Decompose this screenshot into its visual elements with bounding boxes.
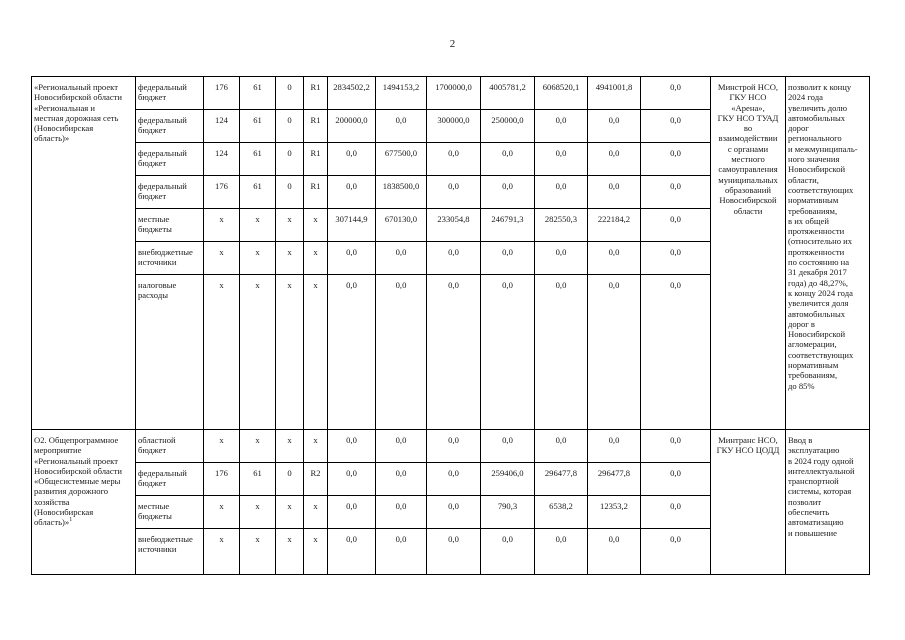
amount-cell: 0,0 [641,176,711,209]
amount-cell: 0,0 [427,242,481,275]
code-cell: 176 [204,77,240,110]
amount-cell: 0,0 [427,529,481,575]
funding-source-line: областной [138,435,176,445]
code-cell: 0 [276,110,304,143]
code-cell: 0 [276,143,304,176]
expected-result-line: и межмуниципаль- [788,143,858,154]
expected-result-line: (относительно их [788,236,853,247]
amount-cell: 0,0 [588,143,641,176]
amount-cell: 233054,8 [427,209,481,242]
expected-result-line: соответствующих [788,184,854,195]
amount-cell: 0,0 [588,430,641,463]
executor-line: Минстрой НСО, [717,82,779,92]
executor-line: ГКУ НСО ЦОДД [716,445,780,456]
code-cell: x [276,430,304,463]
program-name-line: область)» [34,133,70,144]
program-name-line-wrap [34,517,133,527]
funding-source-line: федеральный [138,82,187,92]
expected-result-line: по состоянию на [788,257,850,268]
program-name-cell [32,430,136,575]
executor-line: области [733,205,763,216]
amount-cell: 0,0 [427,463,481,496]
amount-cell: 0,0 [535,529,588,575]
executor-line: ГКУ НСО [729,92,767,103]
expected-result-line: дорог [788,123,809,134]
program-name-line: (Новосибирская [34,123,94,134]
amount-cell: 0,0 [535,430,588,463]
amount-cell: 307144,9 [328,209,376,242]
amount-cell: 0,0 [328,176,376,209]
expected-result-line: 31 декабря 2017 [788,267,847,278]
expected-result-line: Ввод в [788,435,813,445]
amount-cell: 300000,0 [427,110,481,143]
table-row [32,77,870,110]
amount-cell: 0,0 [641,430,711,463]
expected-result-line: увеличится доля [788,298,849,309]
code-cell: 61 [240,110,276,143]
expected-result-line: Новосибирской [788,329,846,340]
amount-cell: 0,0 [588,529,641,575]
amount-cell: 0,0 [641,529,711,575]
amount-cell: 0,0 [376,496,427,529]
expected-result-line: агломерации, [788,339,837,350]
expected-result-line: интеллектуальной [788,465,855,476]
expected-result-line: в их общей [788,215,829,226]
amount-cell: 0,0 [588,110,641,143]
code-cell: x [204,430,240,463]
executor-line: с органами [727,143,769,154]
page-number: 2 [449,38,456,50]
executor-line: «Арена», [731,102,765,113]
expected-result-line: системы, которая [788,486,852,497]
amount-cell: 0,0 [588,242,641,275]
code-cell: x [240,275,276,430]
executor-line: ГКУ НСО ТУАД [717,112,779,123]
expected-result-line: до 85% [788,380,815,391]
amount-cell: 12353,2 [588,496,641,529]
code-cell: x [204,496,240,529]
amount-cell: 6068520,1 [535,77,588,110]
amount-cell: 0,0 [376,529,427,575]
executor-line: Минтранс НСО, [718,435,778,445]
code-cell: 0 [276,463,304,496]
code-cell: 61 [240,176,276,209]
amount-cell: 0,0 [328,275,376,430]
amount-cell: 0,0 [481,242,535,275]
program-name-line: «Региональная и [34,102,96,113]
amount-cell: 1700000,0 [427,77,481,110]
amount-cell: 6538,2 [535,496,588,529]
amount-cell: 0,0 [588,176,641,209]
code-cell: x [276,209,304,242]
amount-cell: 200000,0 [328,110,376,143]
funding-source-cell [136,463,204,496]
amount-cell: 0,0 [481,430,535,463]
program-name-line: мероприятие [34,445,82,456]
amount-cell: 246791,3 [481,209,535,242]
code-cell: 61 [240,143,276,176]
expected-result-line: 2024 года [788,92,823,103]
expected-result-line: требованиям, [788,370,838,381]
code-cell: x [276,529,304,575]
amount-cell: 0,0 [328,529,376,575]
expected-result-cell [786,77,870,430]
expected-result-line: года) до 48,27%, [788,277,849,288]
amount-cell: 0,0 [641,209,711,242]
expected-result-line: требованиям, [788,205,838,216]
code-cell: x [276,242,304,275]
amount-cell: 0,0 [535,242,588,275]
program-name-line: «Региональный проект [34,455,118,466]
amount-cell: 2834502,2 [328,77,376,110]
amount-cell: 0,0 [481,176,535,209]
code-cell: 61 [240,463,276,496]
program-name-line: «Общесистемные меры [34,476,121,487]
code-cell: R1 [304,77,328,110]
code-cell: R1 [304,143,328,176]
funding-source-cell [136,77,204,110]
funding-source-cell [136,209,204,242]
funding-source-line: местные [138,501,170,511]
funding-source-cell [136,110,204,143]
amount-cell: 0,0 [328,463,376,496]
expected-result-line: и повышение [788,527,837,538]
amount-cell: 0,0 [427,176,481,209]
amount-cell: 0,0 [376,463,427,496]
executor-line: взаимодействии [718,133,778,144]
expected-result-line: автомобильных [788,308,846,319]
amount-cell: 790,3 [481,496,535,529]
amount-cell: 0,0 [641,110,711,143]
expected-result-line: Новосибирской [788,164,846,175]
amount-cell: 0,0 [427,143,481,176]
amount-cell: 0,0 [376,275,427,430]
funding-source-line: федеральный [138,148,187,158]
code-cell: x [240,430,276,463]
expected-result-line: автомобильных [788,112,846,123]
funding-source-cell [136,275,204,430]
amount-cell: 0,0 [641,463,711,496]
code-cell: x [304,242,328,275]
program-name-line: Новосибирской области [34,92,123,103]
funding-source-line: бюджет [138,478,167,489]
amount-cell: 1838500,0 [376,176,427,209]
expected-result-line: увеличить долю [788,102,848,113]
funding-source-line: федеральный [138,468,187,478]
executors-cell [711,77,786,430]
amount-cell: 0,0 [535,110,588,143]
executor-line: образований [725,184,771,195]
code-cell: x [276,496,304,529]
amount-cell: 0,0 [481,529,535,575]
funding-source-line: бюджет [138,92,167,103]
funding-source-line: источники [138,257,177,268]
code-cell: x [240,209,276,242]
program-name-line: развития дорожного [34,486,109,497]
funding-source-cell [136,176,204,209]
code-cell: R2 [304,463,328,496]
funding-source-line: бюджеты [138,224,172,235]
code-cell: 61 [240,77,276,110]
code-cell: 124 [204,143,240,176]
amount-cell: 296477,8 [535,463,588,496]
amount-cell: 259406,0 [481,463,535,496]
code-cell: x [304,529,328,575]
amount-cell: 0,0 [641,496,711,529]
amount-cell: 0,0 [427,430,481,463]
code-cell: R1 [304,176,328,209]
expected-result-line: ного значения [788,154,840,165]
amount-cell: 0,0 [535,275,588,430]
amount-cell: 0,0 [427,496,481,529]
amount-cell: 250000,0 [481,110,535,143]
funding-source-line: бюджет [138,125,167,136]
footnote-mark: 1 [69,517,73,524]
amount-cell: 1494153,2 [376,77,427,110]
amount-cell: 677500,0 [376,143,427,176]
code-cell: 0 [276,77,304,110]
funding-source-cell [136,242,204,275]
funding-source-line: бюджет [138,158,167,169]
program-name-line: О2. Общепрограммное [34,435,119,445]
executors-cell [711,430,786,575]
expected-result-line: позволит к концу [788,82,852,92]
amount-cell: 282550,3 [535,209,588,242]
funding-source-line: расходы [138,290,168,301]
amount-cell: 0,0 [641,77,711,110]
amount-cell: 670130,0 [376,209,427,242]
expected-result-line: дорог в [788,318,815,329]
amount-cell: 222184,2 [588,209,641,242]
amount-cell: 0,0 [481,275,535,430]
funding-source-cell [136,529,204,575]
program-name-line: Новосибирской области [34,465,123,476]
expected-result-line: обеспечить [788,507,830,518]
funding-source-line: источники [138,544,177,555]
executor-line: Новосибирской [719,195,777,206]
expected-result-line: области, [788,174,819,185]
program-name-line: хозяйства [34,496,70,507]
expected-result-line: транспортной [788,476,839,487]
program-name-line: «Региональный проект [34,82,118,92]
amount-cell: 0,0 [376,430,427,463]
program-name-line: местная дорожная сеть [34,112,119,123]
funding-source-line: налоговые [138,280,177,290]
code-cell: x [204,209,240,242]
amount-cell: 4005781,2 [481,77,535,110]
executor-line: самоуправления [718,164,778,175]
executor-line: местного [731,154,765,165]
expected-result-line: эксплуатацию [788,445,840,456]
amount-cell: 0,0 [328,143,376,176]
amount-cell: 0,0 [535,176,588,209]
funding-source-line: федеральный [138,181,187,191]
funding-source-cell [136,143,204,176]
code-cell: x [240,496,276,529]
expected-result-line: к концу 2024 года [788,287,853,298]
expected-result-line: позволит [788,496,822,507]
amount-cell: 0,0 [328,496,376,529]
funding-source-line: местные [138,214,170,224]
amount-cell: 0,0 [376,242,427,275]
code-cell: x [240,529,276,575]
code-cell: x [204,275,240,430]
funding-source-line: бюджет [138,445,167,456]
code-cell: x [304,496,328,529]
executor-line: во [743,123,753,134]
funding-source-line: бюджет [138,191,167,202]
funding-source-line: внебюджетные [138,247,193,257]
code-cell: x [276,275,304,430]
expected-result-cell [786,430,870,575]
program-name-cell [32,77,136,430]
funding-source-cell [136,496,204,529]
funding-source-line: бюджеты [138,511,172,522]
amount-cell: 0,0 [427,275,481,430]
amount-cell: 4941001,8 [588,77,641,110]
expected-result-line: протяженности [788,246,845,257]
amount-cell: 0,0 [641,242,711,275]
code-cell: x [204,529,240,575]
code-cell: 176 [204,463,240,496]
expected-result-line: нормативным [788,360,839,371]
program-name-line: (Новосибирская [34,507,94,518]
program-table [31,76,870,575]
code-cell: x [304,275,328,430]
program-name-line: область)» [34,517,70,528]
amount-cell: 0,0 [481,143,535,176]
code-cell: R1 [304,110,328,143]
amount-cell: 0,0 [328,242,376,275]
expected-result-line: регионального [788,133,842,144]
amount-cell: 0,0 [376,110,427,143]
code-cell: x [304,209,328,242]
executor-line: муниципальных [718,174,778,185]
expected-result-line: протяженности [788,226,845,237]
funding-source-cell [136,430,204,463]
table-row [32,430,870,463]
expected-result-line: в 2024 году одной [788,455,854,466]
code-cell: x [204,242,240,275]
expected-result-line: соответствующих [788,349,854,360]
code-cell: 176 [204,176,240,209]
code-cell: x [240,242,276,275]
funding-source-line: внебюджетные [138,534,193,544]
code-cell: 124 [204,110,240,143]
amount-cell: 0,0 [535,143,588,176]
funding-source-line: федеральный [138,115,187,125]
amount-cell: 296477,8 [588,463,641,496]
amount-cell: 0,0 [328,430,376,463]
amount-cell: 0,0 [641,275,711,430]
amount-cell: 0,0 [588,275,641,430]
code-cell: x [304,430,328,463]
code-cell: 0 [276,176,304,209]
expected-result-line: нормативным [788,195,839,206]
amount-cell: 0,0 [641,143,711,176]
expected-result-line: автоматизацию [788,517,844,528]
